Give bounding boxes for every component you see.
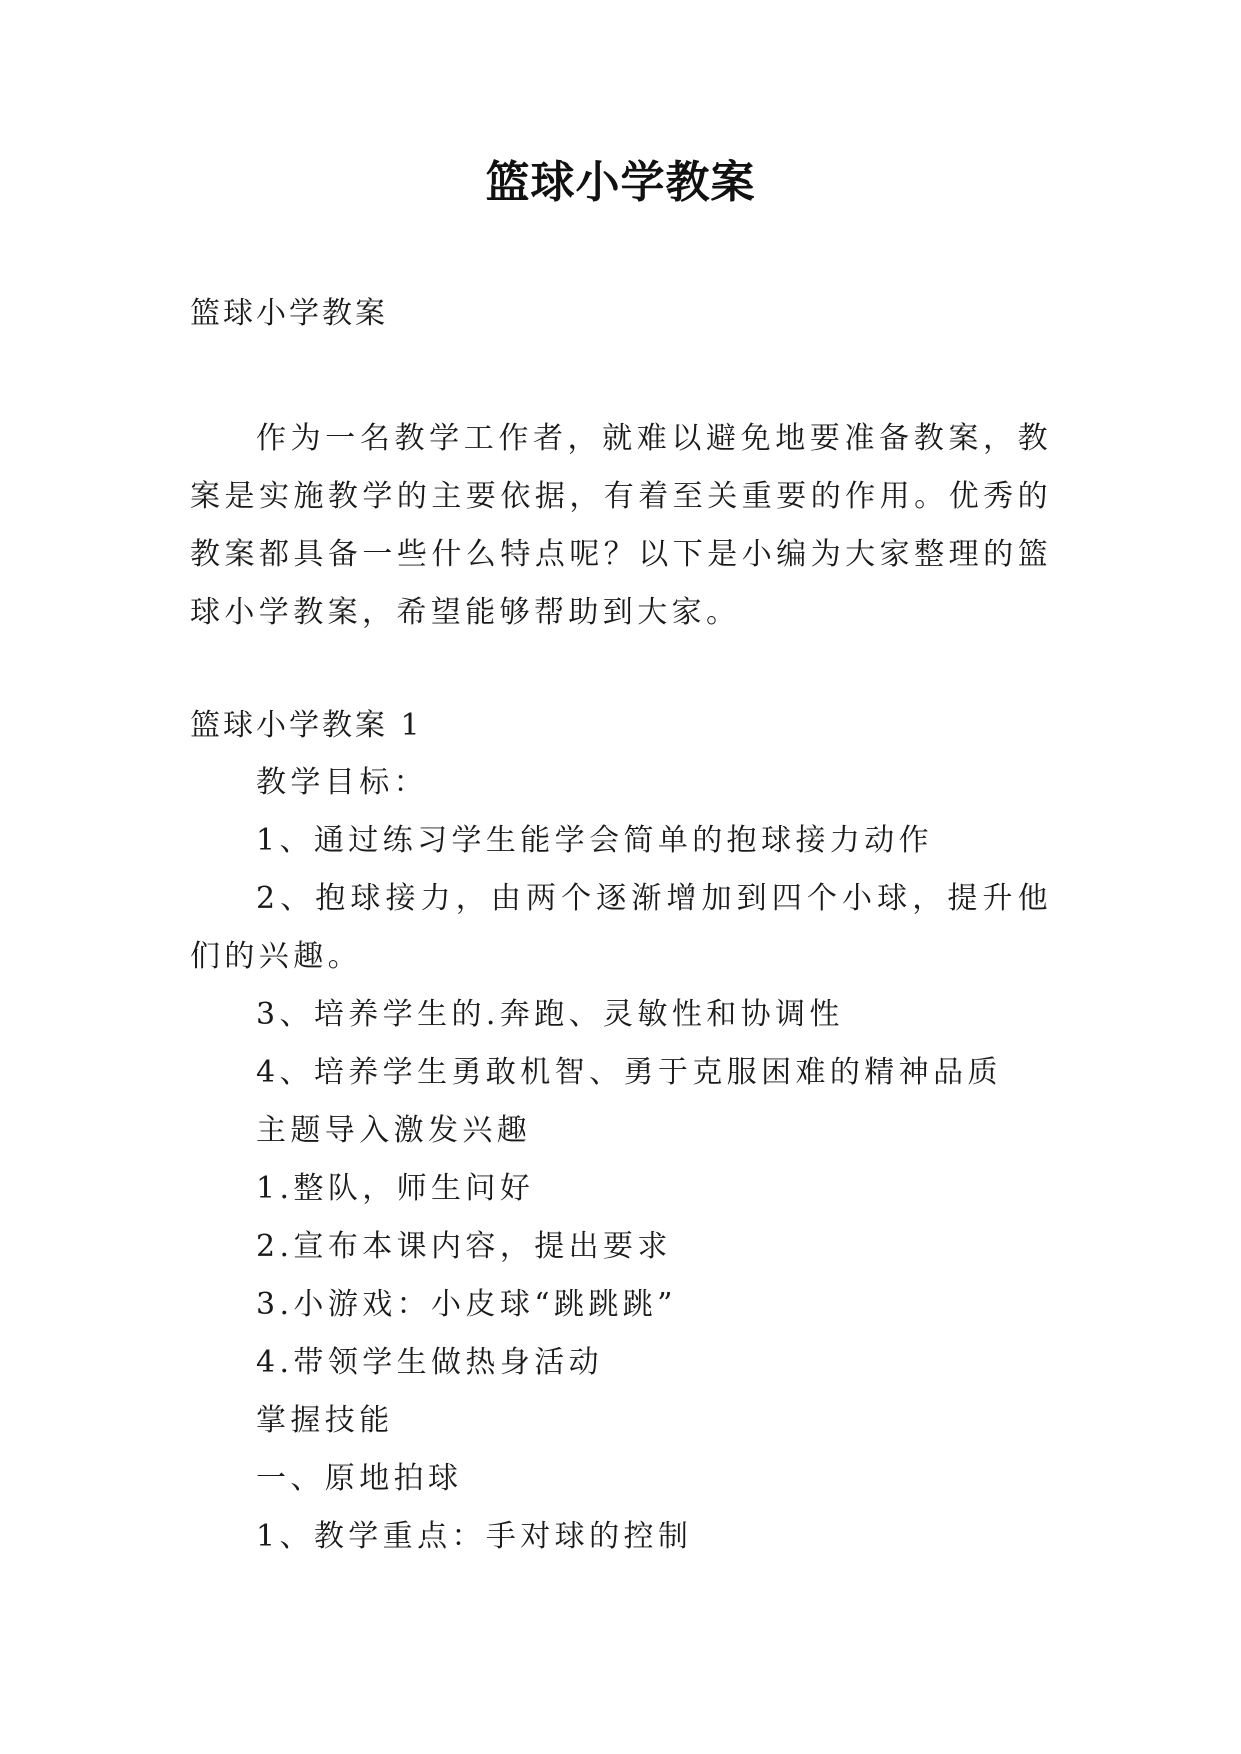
document-subtitle: 篮球小学教案 [190,296,388,331]
body-line: 3、培养学生的.奔跑、灵敏性和协调性 [256,997,844,1032]
body-line: 2、抱球接力，由两个逐渐增加到四个小球，提升他们的兴趣。 [190,881,1052,974]
body-line: 掌握技能 [256,1403,394,1438]
body-line: 主题导入激发兴趣 [256,1113,532,1148]
section-heading: 篮球小学教案 1 [190,708,423,743]
body-line: 1、通过练习学生能学会简单的抱球接力动作 [256,823,934,858]
body-line: 4.带领学生做热身活动 [256,1345,604,1380]
document-title: 篮球小学教案 [485,157,756,208]
body-line: 1.整队，师生问好 [256,1171,535,1206]
body-line: 教学目标： [256,765,428,800]
body-line: 3.小游戏：小皮球“跳跳跳” [256,1287,677,1322]
body-line: 2.宣布本课内容，提出要求 [256,1229,672,1264]
body-line: 一、原地拍球 [256,1461,463,1496]
body-line: 4、培养学生勇敢机智、勇于克服困难的精神品质 [256,1055,1002,1090]
lesson-body [190,754,1052,1566]
intro-paragraph: 作为一名教学工作者，就难以避免地要准备教案，教案是实施教学的主要依据，有着至关重要的作用。优秀的教案都具备一些什么特点呢？以下是小编为大家整理的篮球小学教案，希望能够帮助到大家。 [190,421,1052,630]
body-line: 1、教学重点：手对球的控制 [256,1519,693,1554]
